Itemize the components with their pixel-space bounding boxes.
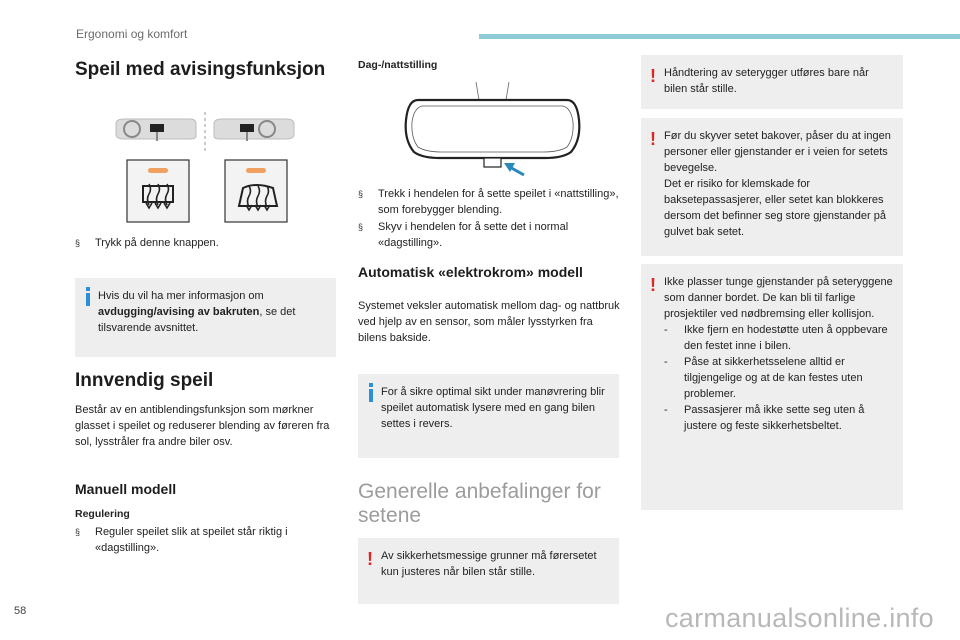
heading-interior-mirror: Innvendig speil bbox=[75, 370, 214, 391]
day-position-instruction: § Skyv i hendelen for å sette det i normal «dagstilling». bbox=[358, 221, 569, 249]
left-mirror-icon bbox=[116, 119, 196, 141]
page-number: 58 bbox=[14, 605, 27, 617]
warning-box-heavy-objects bbox=[641, 264, 903, 510]
warning-icon: ! bbox=[650, 275, 656, 295]
warning-box-seatbacks: ! Håndtering av seterygger utføres bare når bilen står stille. bbox=[641, 55, 903, 109]
heading-seat-recommendations: Generelle anbefalinger for setene bbox=[358, 480, 601, 527]
heading-defrost-mirror: Speil med avisingsfunksjon bbox=[75, 59, 326, 80]
warning-box-move-seat: ! Før du skyver setet bakover, påser du at ingen personer eller gjenstander er i veien for setets bevegelse. Det er risiko for klemskade for baksetepassasjerer, eller setet kan blokkeres dersom det befinner seg store gjenstander på gulvet bak setet. bbox=[641, 118, 903, 256]
interior-mirror-text: Består av en antiblendingsfunksjon som mørkner glasset i speilet og reduserer blending av føreren fra sol, lysstråler fra andre biler osv. bbox=[75, 404, 330, 448]
header-accent-bar bbox=[479, 34, 960, 39]
info-icon bbox=[86, 287, 90, 306]
defrost-illustration bbox=[110, 108, 300, 228]
label-adjustment: Regulering bbox=[75, 508, 130, 520]
list-item: - Påse at sikkerhetsselene alltid er tilgjengelige og at de kan festes uten problemer. bbox=[664, 356, 863, 400]
right-mirror-icon bbox=[214, 119, 294, 141]
warning-icon: ! bbox=[650, 129, 656, 149]
adjust-instruction: § Reguler speilet slik at speilet står riktig i «dagstilling». bbox=[75, 526, 288, 554]
heading-manual-model: Manuell modell bbox=[75, 481, 177, 497]
night-position-instruction: § Trekk i hendelen for å sette speilet i «nattstilling», som forebygger blending. bbox=[358, 188, 619, 216]
list-item: - Passasjerer må ikke sette seg uten å justere og feste sikkerhetsbeltet. bbox=[664, 404, 865, 432]
warning-icon: ! bbox=[650, 66, 656, 86]
warning-box-driver-seat: ! Av sikkerhetsmessige grunner må førersetet kun justeres når bilen står stille. bbox=[358, 538, 619, 604]
info-icon bbox=[369, 383, 373, 402]
warning-icon: ! bbox=[367, 549, 373, 569]
info-box-reverse: For å sikre optimal sikt under manøvrering blir speilet automatisk lysere med en gang bilen settes i revers. bbox=[358, 374, 619, 458]
section-title: Ergonomi og komfort bbox=[76, 27, 188, 41]
auto-mode-text: Systemet veksler automatisk mellom dag- og nattbruk ved hjelp av en sensor, som måler lysstyrken fra bilens bakside. bbox=[358, 300, 620, 344]
heading-auto-electrochrome: Automatisk «elektrokrom» modell bbox=[358, 264, 583, 280]
front-defrost-button-icon bbox=[225, 160, 287, 222]
watermark: carmanualsonline.info bbox=[665, 603, 934, 633]
heavy-objects-intro: Ikke plasser tunge gjenstander på seteryggene som danner bordet. De kan bli til farlige prosjektiler ved nødbremsing eller kollisjon. bbox=[664, 276, 893, 320]
column-1 bbox=[75, 55, 337, 82]
rearview-mirror-illustration bbox=[400, 80, 585, 180]
list-item: - Ikke fjern en hodestøtte uten å oppbevare den festet inne i bilen. bbox=[664, 324, 888, 352]
bullet-marker: § bbox=[75, 238, 81, 248]
label-day-night: Dag-/nattstilling bbox=[358, 59, 438, 71]
rear-defrost-button-icon bbox=[127, 160, 189, 222]
press-button-instruction: § Trykk på denne knappen. bbox=[75, 237, 219, 249]
info-box-defrost: Hvis du vil ha mer informasjon om avdugging/avising av bakruten, se det tilsvarende avsnittet. bbox=[75, 278, 336, 357]
